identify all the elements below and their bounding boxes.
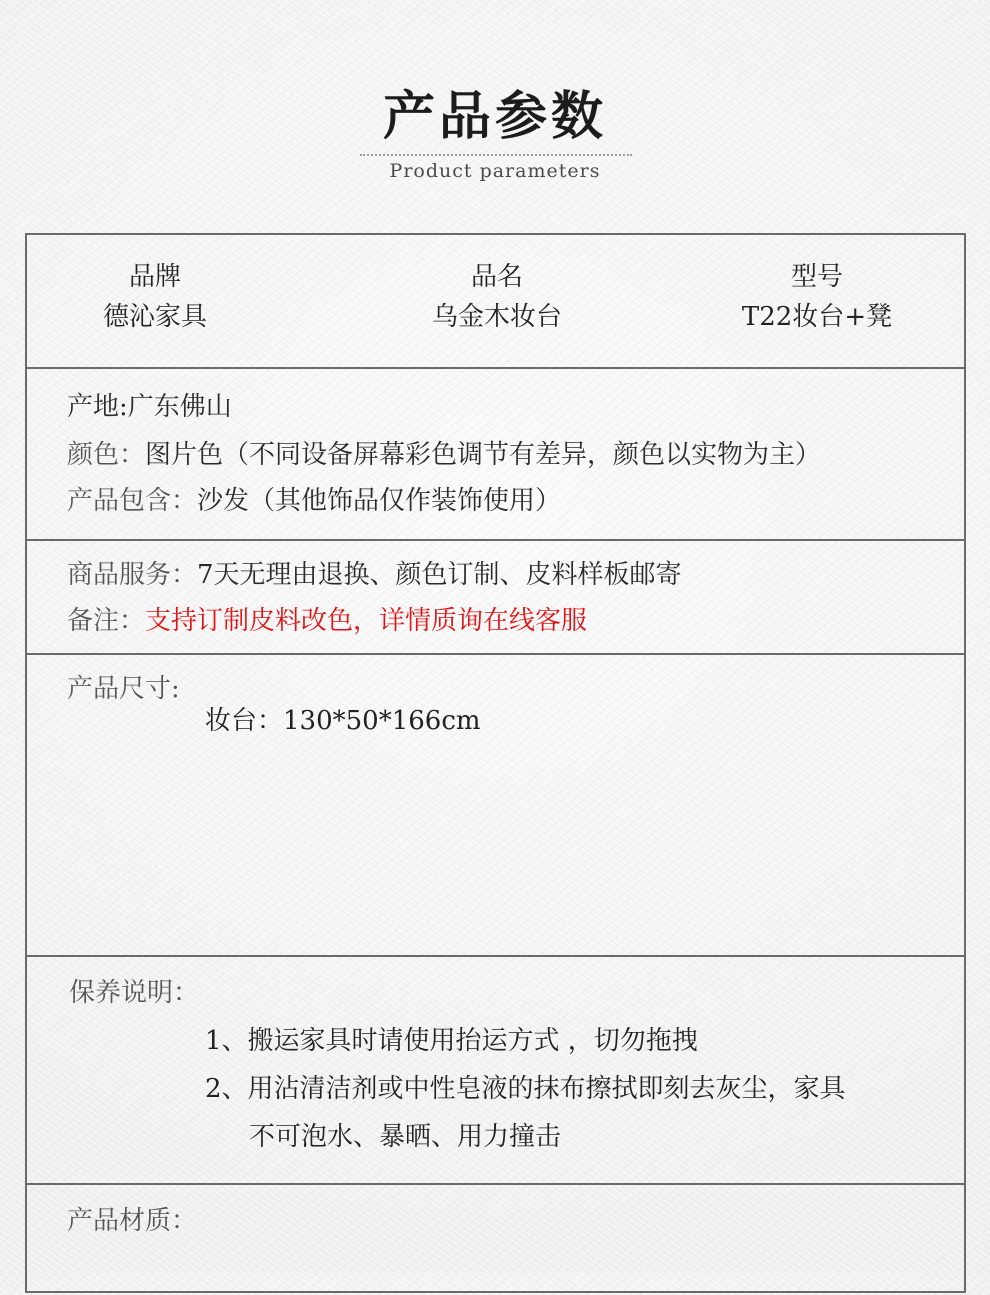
name-value: 乌金木妆台 — [431, 302, 562, 332]
size-row — [27, 655, 964, 957]
care-item-1: 1、搬运家具时请使用抬运方式 ，切勿拖拽 — [205, 1026, 698, 1056]
page-title: 产品参数 — [382, 87, 607, 147]
includes-label: 产品包含： — [67, 486, 198, 516]
brand-label: 品牌 — [128, 262, 181, 292]
size-label: 产品尺寸: — [67, 674, 180, 704]
title-divider — [360, 154, 632, 156]
name-label: 品名 — [470, 262, 523, 292]
basics-row — [27, 235, 964, 369]
model-cell — [717, 257, 917, 337]
care-item-2-continued: 不可泡水、暴晒、用力撞击 — [249, 1122, 562, 1152]
header — [0, 0, 990, 230]
care-label: 保养说明： — [69, 978, 200, 1008]
service-row — [27, 541, 964, 655]
color-line — [67, 437, 821, 473]
model-value: T22妆台+凳 — [741, 302, 893, 332]
material-row — [27, 1185, 964, 1295]
color-label: 颜色： — [67, 440, 146, 470]
care-row — [27, 957, 964, 1185]
care-item-2: 2、用沾清洁剂或中性皂液的抹布擦拭即刻去灰尘，家具 — [205, 1074, 846, 1104]
note-line — [67, 603, 587, 639]
model-label: 型号 — [790, 262, 843, 292]
info-row — [27, 369, 964, 541]
note-label: 备注： — [67, 606, 146, 636]
service-value: 7天无理由退换、颜色订制、皮料样板邮寄 — [197, 560, 682, 590]
note-value: 支持订制皮料改色，详情质询在线客服 — [145, 606, 588, 636]
service-line — [67, 557, 682, 593]
parameters-table — [25, 233, 966, 1293]
color-value: 图片色（不同设备屏幕彩色调节有差异，颜色以实物为主） — [145, 440, 822, 470]
includes-value: 沙发（其他饰品仅作装饰使用） — [197, 486, 562, 516]
page-subtitle: Product parameters — [389, 160, 601, 182]
includes-line — [67, 483, 561, 519]
size-value: 妆台：130*50*166cm — [205, 706, 481, 736]
material-label: 产品材质： — [67, 1206, 198, 1236]
name-cell — [397, 257, 597, 337]
origin-line: 产地:广东佛山 — [67, 392, 232, 422]
brand-cell — [55, 257, 255, 337]
service-label: 商品服务： — [67, 560, 198, 590]
brand-value: 德沁家具 — [102, 302, 207, 332]
